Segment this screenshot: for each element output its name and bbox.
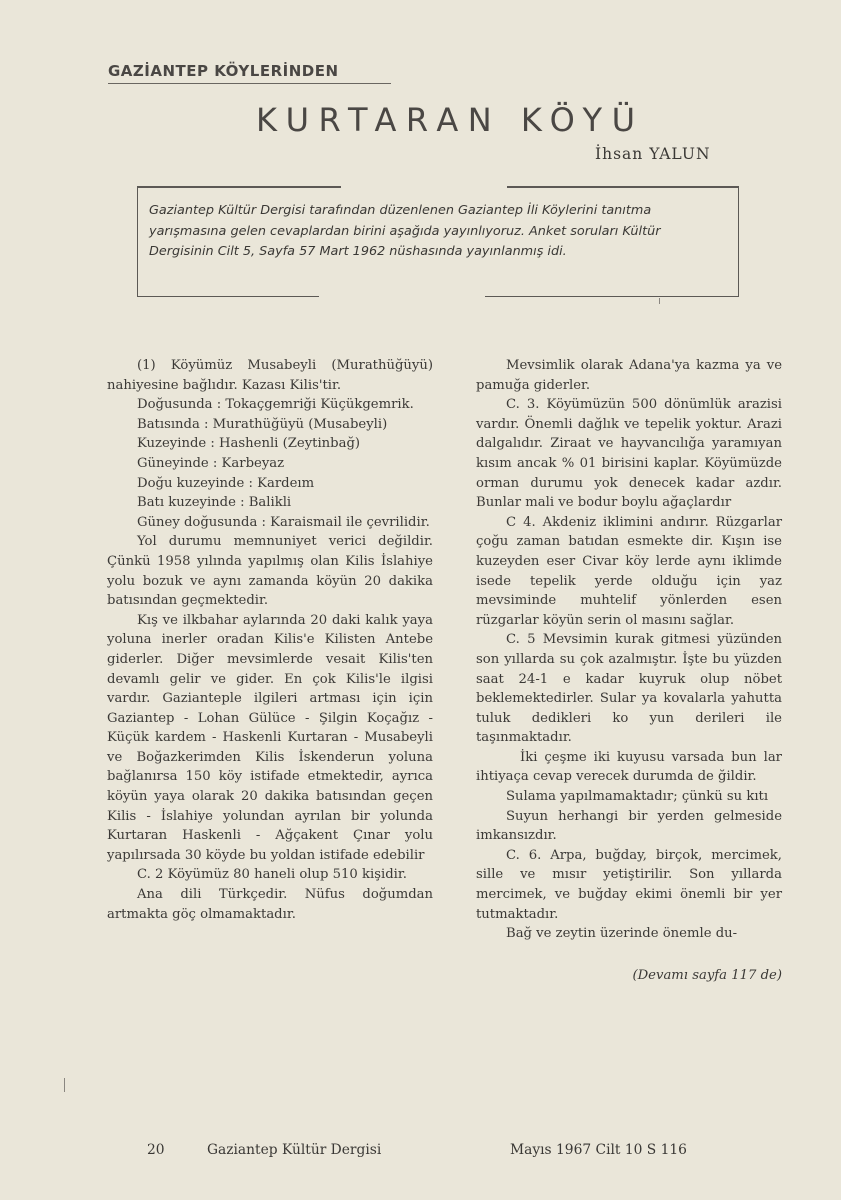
article-title: KURTARAN KÖYÜ [256,101,645,139]
footer-page-number: 20 [147,1142,165,1158]
paragraph: Doğusunda : Tokaçgemriği Küçükgemrik. [137,397,414,413]
paragraph: Batısında : Murathüğüyü (Musabeyli) [137,416,388,432]
paragraph: Kuzeyinde : Hashenli (Zeytinbağ) [137,436,361,452]
footer-journal: Gaziantep Kültür Dergisi [207,1142,382,1158]
paragraph: Batı kuzeyinde : Balikli [137,495,292,511]
author-name: İhsan YALUN [595,145,711,163]
paragraph: Kış ve ilkbahar aylarında 20 daki kalık yaya yoluna inerler oradan Kilis'e Kilisten Antebe giderler. Diğer mevsimlerde vesait Kilis'ten devamlı gelir ve gider. En çok Kilis'le ilgisi vardır. Gazianteple ilgileri artması için için Gaziantep - Lohan Gülüce - Şilgin Koçağız - Küçük kardem - Haskenli Kurtaran - Musabeyli ve Boğazkerimden Kilis İskenderun yoluna bağlanırsa 150 köy istifade etmektedir, ayrıca köyün yaya olarak 20 dakika batısından geçen Kilis - İslahiye yolundan ayrılan bir yolunda Kurtaran Haskenli - Ağçakent Çınar yolu yapılırsada 30 köyde bu yoldan istifade edebilir [107,612,433,863]
continuation-note: (Devamı sayfa 117 de) [632,967,782,983]
intro-text: Gaziantep Kültür Dergisi tarafından düzenlenen Gaziantep İli Köylerini tanıtma yarışmasına gelen cevaplardan birini aşağıda yayınlıyoruz. Anket soruları Kültür Dergisinin Cilt 5, Sayfa 57 Mart 1962 nüshasında yayınlanmış idi. [149,203,661,259]
paragraph: Bağ ve zeytin üzerinde önemle du- [506,926,738,942]
left-column [107,356,433,924]
paragraph: C. 6. Arpa, buğday, birçok, mercimek, sille ve mısır yetiştirilir. Son yıllarda mercimek, ve buğday ekimi önemli bir yer tutmaktadır. [476,847,782,922]
margin-mark [659,298,660,304]
margin-mark [64,1078,65,1092]
footer-issue: Mayıs 1967 Cilt 10 S 116 [510,1142,687,1158]
section-heading: GAZİANTEP KÖYLERİNDEN [108,62,391,84]
paragraph: Güneyinde : Karbeyaz [137,455,285,471]
paragraph: Sulama yapılmamaktadır; çünkü su kıtı [506,789,769,805]
right-column [476,356,782,985]
paragraph: Suyun herhangi bir yerden gelmeside imkansızdır. [476,808,782,844]
paragraph: C. 2 Köyümüz 80 haneli olup 510 kişidir. [137,867,407,883]
paragraph: (1) Köyümüz Musabeyli (Murathüğüyü) nahiyesine bağlıdır. Kazası Kilis'tir. [107,358,433,393]
paragraph: C. 5 Mevsimin kurak gitmesi yüzünden son yıllarda su çok azalmıştır. İşte bu yüzden saat 24-1 e kadar kuyruk olup nöbet beklemektedirler. Sular ya kovalarla yahutta tuluk dedikleri ko yun derileri ile taşınmaktadır. [476,632,782,746]
paragraph: Ana dili Türkçedir. Nüfus doğumdan artmakta göç olmamaktadır. [107,887,433,922]
paragraph: İki çeşme iki kuyusu varsada bun lar ihtiyaça cevap verecek durumda de ğildir. [476,749,782,785]
paragraph: Mevsimlik olarak Adana'ya kazma ya ve pamuğa giderler. [476,358,782,393]
paragraph: C 4. Akdeniz iklimini andırır. Rüzgarlar çoğu zaman batıdan esmekte dir. Kışın ise kuzeyden eser Civar köy lerde aynı iklimde isede tepelik yerde olduğu için yaz mevsiminde muhtelif yönlerden esen rüzgarlar köyün serin ol masını sağlar. [476,514,782,628]
paragraph: Doğu kuzeyinde : Kardeım [137,475,315,491]
paragraph: C. 3. Köyümüzün 500 dönümlük arazisi vardır. Önemli dağlık ve tepelik yoktur. Arazi dalgalıdır. Ziraat ve hayvancılığa yaramıyan kısım ancak % 01 birisini kaplar. Köyümüzde orman durumu yok denecek kadar azdır. Bunlar mali ve bodur boylu ağaçlardır [476,397,782,511]
paragraph: Güney doğusunda : Karaismail ile çevrilidir. [137,514,430,530]
paragraph: Yol durumu memnuniyet verici değildir. Çünkü 1958 yılında yapılmış olan Kilis İslahiye yolu bozuk ve aynı zamanda köyün 20 dakika batısından geçmektedir. [107,534,433,609]
